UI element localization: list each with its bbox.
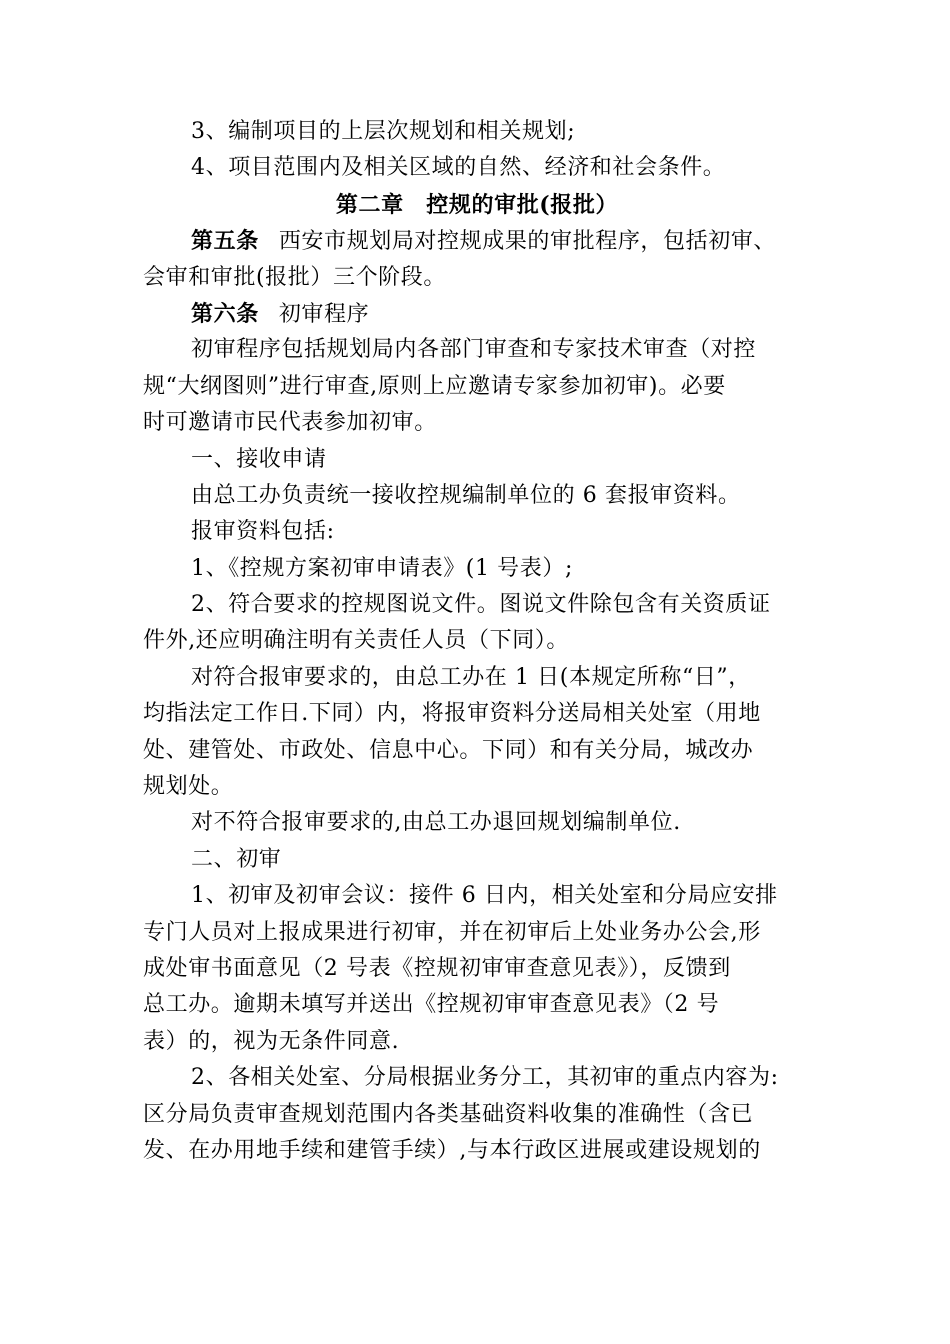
list-item-4: 4、项目范围内及相关区域的自然、经济和社会条件。	[191, 155, 726, 181]
paragraph-line: 初审程序包括规划局内各部门审查和专家技术审查（对控	[191, 337, 757, 363]
paragraph-line: 时可邀请市民代表参加初审。	[143, 410, 437, 436]
paragraph-line: 总工办。逾期未填写并送出《控规初审审查意见表》（2 号	[143, 992, 720, 1018]
article-5-first-line	[143, 223, 811, 259]
paragraph-line: 区分局负责审查规划范围内各类基础资料收集的准确性（含已	[143, 1101, 754, 1127]
list-item-3: 3、编制项目的上层次规划和相关规划;	[191, 119, 576, 144]
article-5-text: 西安市规划局对控规成果的审批程序，包括初审、	[278, 229, 777, 255]
section-heading-2: 二、初审	[191, 846, 282, 872]
paragraph-line: 均指法定工作日.下同）内，将报审资料分送局相关处室（用地	[143, 701, 761, 727]
article-6-label: 第六条	[191, 300, 259, 327]
article-5-second-line: 会审和审批(报批）三个阶段。	[143, 264, 446, 290]
paragraph-line: 规划处。	[143, 774, 234, 800]
article-6-heading	[143, 296, 811, 332]
article-5-label: 第五条	[191, 228, 259, 255]
section-heading-1: 一、接收申请	[191, 446, 327, 472]
paragraph-line: 对不符合报审要求的,由总工办退回规划编制单位.	[191, 810, 681, 836]
paragraph-line: 2、各相关处室、分局根据业务分工，其初审的重点内容为:	[191, 1065, 779, 1091]
paragraph-line: 由总工办负责统一接收控规编制单位的 6 套报审资料。	[191, 482, 741, 508]
paragraph-line: 规“大纲图则”进行审查,原则上应邀请专家参加初审)。必要	[143, 373, 726, 399]
paragraph-line: 报审资料包括:	[191, 519, 335, 545]
list-item: 1、《控规方案初审申请表》(1 号表）;	[191, 555, 573, 581]
article-6-title: 初审程序	[278, 301, 370, 327]
paragraph-line: 对符合报审要求的，由总工办在 1 日(本规定所称“日”，	[191, 664, 751, 690]
paragraph-line: 1、初审及初审会议：接件 6 日内，相关处室和分局应安排	[191, 883, 778, 909]
paragraph-line: 件外,还应明确注明有关责任人员（下同）。	[143, 628, 569, 654]
paragraph-line: 表）的，视为无条件同意.	[143, 1028, 400, 1054]
paragraph-line: 成处审书面意见（2 号表《控规初审审查意见表》），反馈到	[143, 955, 731, 981]
paragraph-line: 处、建管处、市政处、信息中心。下同）和有关分局，城改办	[143, 737, 754, 763]
paragraph-line: 专门人员对上报成果进行初审，并在初审后上处业务办公会,形	[143, 919, 761, 945]
document-page	[143, 114, 811, 1169]
list-item: 2、符合要求的控规图说文件。图说文件除包含有关资质证	[191, 592, 771, 618]
paragraph-line: 发、在办用地手续和建管手续）,与本行政区进展或建设规划的	[143, 1137, 761, 1163]
chapter-title: 第二章 控规的审批(报批）	[335, 191, 619, 218]
